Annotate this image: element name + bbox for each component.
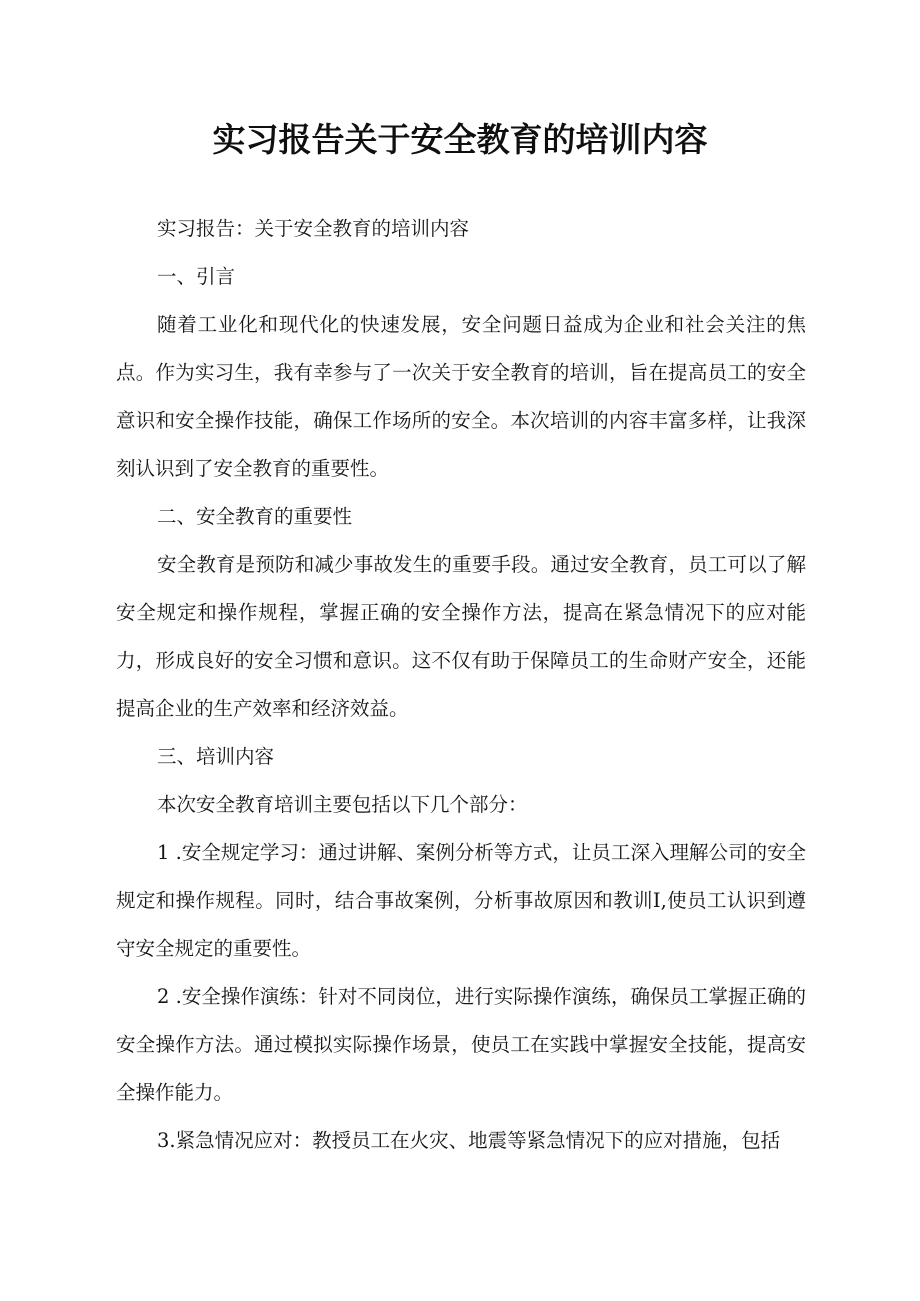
section-heading-importance: 二、安全教育的重要性 [157, 505, 353, 528]
paragraph-introduction: 随着工业化和现代化的快速发展，安全问题日益成为企业和社会关注的焦点。作为实习生，我有幸参与了一次关于安全教育的培训，旨在提高员工的安全意识和安全操作技能，确保工作场所的安全。本次培训的内容丰富多样，让我深刻认识到了安全教育的重要性。 [116, 313, 806, 480]
paragraph-importance: 安全教育是预防和减少事故发生的重要手段。通过安全教育，员工可以了解安全规定和操作规程，掌握正确的安全操作方法，提高在紧急情况下的应对能力，形成良好的安全习惯和意识。这不仅有助于保障员工的生命财产安全，还能提高企业的生产效率和经济效益。 [116, 553, 806, 720]
document-title: 实习报告关于安全教育的培训内容 [212, 120, 708, 159]
list-item-safety-drills: 2 .安全操作演练：针对不同岗位，进行实际操作演练，确保员工掌握正确的安全操作方法。通过模拟实际操作场景，使员工在实践中掌握安全技能，提高安全操作能力。 [116, 985, 806, 1104]
section-heading-training-content: 三、培训内容 [157, 745, 275, 768]
document-body [116, 205, 806, 1165]
list-item-emergency-response: 3.紧急情况应对：教授员工在火灾、地震等紧急情况下的应对措施，包括 [157, 1129, 781, 1152]
list-item-safety-rules: 1 .安全规定学习：通过讲解、案例分析等方式，让员工深入理解公司的安全规定和操作规程。同时，结合事故案例，分析事故原因和教训I,使员工认识到遵守安全规定的重要性。 [116, 841, 806, 960]
subtitle-paragraph: 实习报告：关于安全教育的培训内容 [157, 217, 470, 240]
paragraph-training-overview: 本次安全教育培训主要包括以下几个部分： [157, 793, 528, 816]
section-heading-introduction: 一、引言 [157, 265, 236, 288]
